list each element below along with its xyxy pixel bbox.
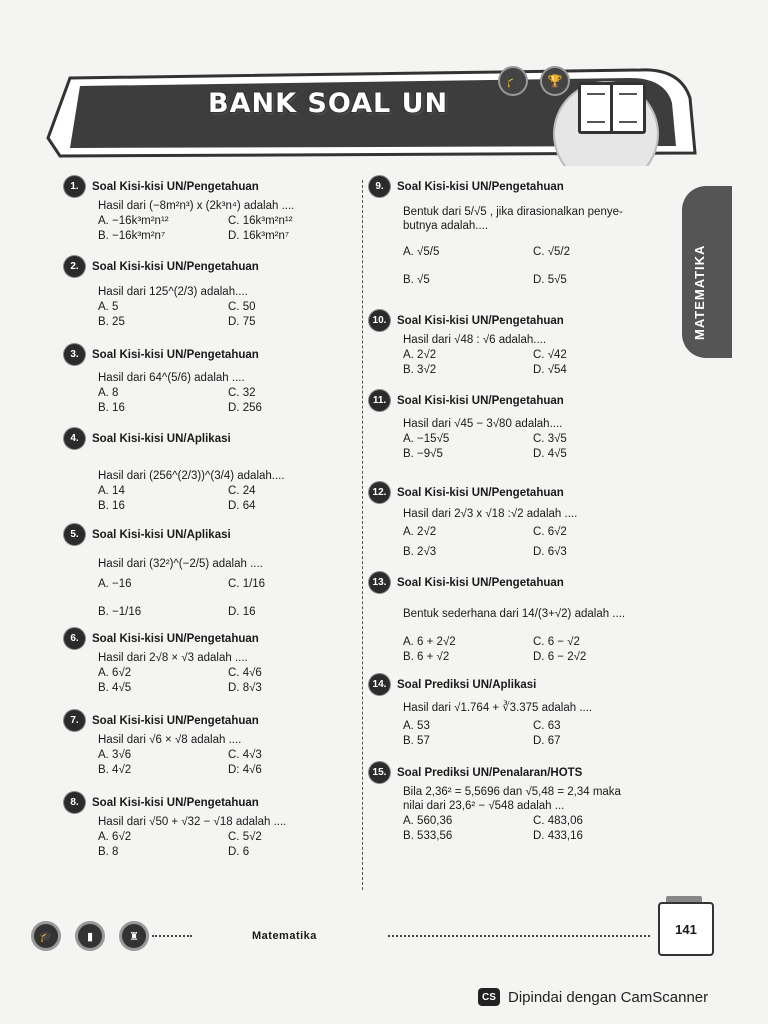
option-b: B. 57 xyxy=(403,735,430,747)
question-stem: Hasil dari (256^(2/3))^(3/4) adalah.... xyxy=(98,470,285,482)
option-b: B. 6 + √2 xyxy=(403,651,450,663)
option-d: D. 6 xyxy=(228,846,250,858)
watermark-text: Dipindai dengan CamScanner xyxy=(508,988,709,1006)
option-a: A. 14 xyxy=(98,485,125,497)
question-heading: Soal Kisi-kisi UN/Aplikasi xyxy=(92,432,231,445)
question-15 xyxy=(372,762,643,843)
question-stem: Hasil dari 64^(5/6) adalah .... xyxy=(98,372,245,384)
option-b: B. 16 xyxy=(98,402,125,414)
question-number: 1. xyxy=(64,176,85,197)
question-heading: Soal Prediksi UN/Penalaran/HOTS xyxy=(397,766,583,779)
question-number: 6. xyxy=(64,628,85,649)
question-stem: Hasil dari 2√8 × √3 adalah .... xyxy=(98,652,248,664)
subject-side-tab xyxy=(682,186,732,358)
option-d: D. 75 xyxy=(228,316,256,328)
option-b: B. √5 xyxy=(403,274,430,286)
question-stem: Hasil dari (−8m²n³) x (2k³n⁴) adalah .... xyxy=(98,200,295,212)
question-12 xyxy=(372,482,653,559)
option-c: C. 32 xyxy=(228,387,256,399)
question-heading: Soal Kisi-kisi UN/Pengetahuan xyxy=(92,632,259,645)
option-a: A. 6√2 xyxy=(98,831,132,843)
question-heading: Soal Kisi-kisi UN/Pengetahuan xyxy=(92,796,259,809)
option-d: D. √54 xyxy=(533,364,567,376)
question-heading: Soal Kisi-kisi UN/Pengetahuan xyxy=(92,348,259,361)
question-9 xyxy=(375,176,653,287)
question-number: 10. xyxy=(369,310,390,331)
book-icon: ▮ xyxy=(78,924,102,948)
footer-dots-left xyxy=(152,935,192,937)
question-stem: Hasil dari 125^(2/3) adalah.... xyxy=(98,286,248,298)
option-a: A. 53 xyxy=(403,720,430,732)
question-heading: Soal Kisi-kisi UN/Pengetahuan xyxy=(397,576,564,589)
question-number: 4. xyxy=(64,428,85,449)
option-c: C. 16k³m²n¹² xyxy=(228,215,293,227)
option-b: B. 16 xyxy=(98,500,125,512)
question-2 xyxy=(70,256,358,329)
camscanner-logo-icon: CS xyxy=(478,988,500,1006)
question-6 xyxy=(70,628,358,695)
option-c: C. 483,06 xyxy=(533,815,583,827)
question-stem: Hasil dari √6 × √8 adalah .... xyxy=(98,734,242,746)
option-a: A. −16 xyxy=(98,578,132,590)
question-11 xyxy=(372,390,653,461)
option-c: C. 3√5 xyxy=(533,433,567,445)
question-number: 8. xyxy=(64,792,85,813)
question-number: 11. xyxy=(369,390,390,411)
question-10 xyxy=(372,310,653,377)
trophy-icon: 🏆 xyxy=(542,68,568,94)
question-number: 5. xyxy=(64,524,85,545)
option-c: C. 50 xyxy=(228,301,256,313)
option-a: A. 5 xyxy=(98,301,119,313)
option-c: C. 4√3 xyxy=(228,749,262,761)
graduation-cap-icon: 🎓 xyxy=(34,924,58,948)
question-number: 12. xyxy=(369,482,390,503)
question-8 xyxy=(70,792,358,859)
question-number: 9. xyxy=(369,176,390,197)
option-b: B. −1/16 xyxy=(98,606,142,618)
option-b: B. 4√2 xyxy=(98,764,132,776)
option-a: A. 3√6 xyxy=(98,749,132,761)
option-a: A. √5/5 xyxy=(403,246,440,258)
option-a: A. 2√2 xyxy=(403,349,437,361)
option-d: D. 5√5 xyxy=(533,274,567,286)
question-heading: Soal Kisi-kisi UN/Pengetahuan xyxy=(397,394,564,407)
option-c: C. 5√2 xyxy=(228,831,262,843)
question-heading: Soal Kisi-kisi UN/Pengetahuan xyxy=(397,180,564,193)
option-d: D. 8√3 xyxy=(228,682,262,694)
question-heading: Soal Kisi-kisi UN/Pengetahuan xyxy=(92,714,259,727)
question-1 xyxy=(70,176,358,243)
question-number: 3. xyxy=(64,344,85,365)
question-number: 13. xyxy=(369,572,390,593)
option-d: D. 256 xyxy=(228,402,262,414)
question-stem: Hasil dari √1.764 + ∛3.375 adalah .... xyxy=(403,702,593,714)
question-stem: Hasil dari 2√3 x √18 :√2 adalah .... xyxy=(403,508,578,520)
option-c: C. √5/2 xyxy=(533,246,570,258)
option-d: D. 4√5 xyxy=(533,448,567,460)
option-c: C. 63 xyxy=(533,720,561,732)
option-d: D. 64 xyxy=(228,500,256,512)
option-b: B. 533,56 xyxy=(403,830,453,842)
question-14 xyxy=(372,674,653,748)
option-c: C. 24 xyxy=(228,485,256,497)
option-c: C. 1/16 xyxy=(228,578,266,590)
question-number: 2. xyxy=(64,256,85,277)
question-stem: Hasil dari √50 + √32 − √18 adalah .... xyxy=(98,816,287,828)
option-c: C. 4√6 xyxy=(228,667,262,679)
option-d: D. 433,16 xyxy=(533,830,583,842)
trophy-icon: ♜ xyxy=(122,924,146,948)
option-a: A. 560,36 xyxy=(403,815,453,827)
option-d: D. 16 xyxy=(228,606,256,618)
option-b: B. 3√2 xyxy=(403,364,437,376)
question-heading: Soal Kisi-kisi UN/Pengetahuan xyxy=(397,314,564,327)
question-number: 15. xyxy=(369,762,390,783)
option-d: D. 6 − 2√2 xyxy=(533,651,587,663)
option-c: C. 6√2 xyxy=(533,526,567,538)
side-tab-label: MATEMATIKA xyxy=(692,244,707,340)
option-a: A. −16k³m²n¹² xyxy=(98,215,169,227)
footer-dots-right xyxy=(388,935,650,937)
question-stem: Hasil dari √48 : √6 adalah.... xyxy=(403,334,547,346)
question-3 xyxy=(70,344,358,415)
question-stem: Bentuk sederhana dari 14/(3+√2) adalah .... xyxy=(403,608,626,620)
option-a: A. −15√5 xyxy=(403,433,450,445)
option-b: B. 2√3 xyxy=(403,546,437,558)
option-d: D. 67 xyxy=(533,735,561,747)
page-title: BANK SOAL UN xyxy=(208,88,449,119)
question-number: 14. xyxy=(369,674,390,695)
option-a: A. 6√2 xyxy=(98,667,132,679)
option-b: B. 8 xyxy=(98,846,119,858)
question-4 xyxy=(70,428,358,513)
question-number: 7. xyxy=(64,710,85,731)
option-a: A. 8 xyxy=(98,387,119,399)
question-heading: Soal Kisi-kisi UN/Aplikasi xyxy=(92,528,231,541)
question-stem: Bentuk dari 5/√5 , jika dirasionalkan penye-butnya adalah.... xyxy=(403,206,623,232)
option-c: C. √42 xyxy=(533,349,567,361)
question-heading: Soal Kisi-kisi UN/Pengetahuan xyxy=(92,180,259,193)
option-c: C. 6 − √2 xyxy=(533,636,580,648)
option-a: A. 2√2 xyxy=(403,526,437,538)
option-b: B. 25 xyxy=(98,316,125,328)
question-heading: Soal Kisi-kisi UN/Pengetahuan xyxy=(92,260,259,273)
graduation-cap-icon: 🎓 xyxy=(500,68,526,94)
option-d: D. 16k³m²n⁷ xyxy=(228,230,290,242)
column-divider xyxy=(362,180,363,890)
footer-subject: Matematika xyxy=(252,930,317,942)
camscanner-watermark xyxy=(478,988,708,1006)
question-stem: Hasil dari (32²)^(−2/5) adalah .... xyxy=(98,558,263,570)
option-d: D. 6√3 xyxy=(533,546,567,558)
option-b: B. 4√5 xyxy=(98,682,132,694)
question-stem: Hasil dari √45 − 3√80 adalah.... xyxy=(403,418,563,430)
question-stem: Bila 2,36² = 5,5696 dan √5,48 = 2,34 maka nilai dari 23,6² − √548 adalah ... xyxy=(403,786,621,812)
option-b: B. −16k³m²n⁷ xyxy=(98,230,166,242)
question-5 xyxy=(70,524,358,619)
question-13 xyxy=(372,572,653,664)
question-heading: Soal Prediksi UN/Aplikasi xyxy=(397,678,537,691)
option-b: B. −9√5 xyxy=(403,448,443,460)
question-heading: Soal Kisi-kisi UN/Pengetahuan xyxy=(397,486,564,499)
option-a: A. 6 + 2√2 xyxy=(403,636,456,648)
option-d: D: 4√6 xyxy=(228,764,262,776)
book-icon xyxy=(578,82,646,134)
question-7 xyxy=(70,710,358,777)
page-number: 141 xyxy=(658,902,714,956)
